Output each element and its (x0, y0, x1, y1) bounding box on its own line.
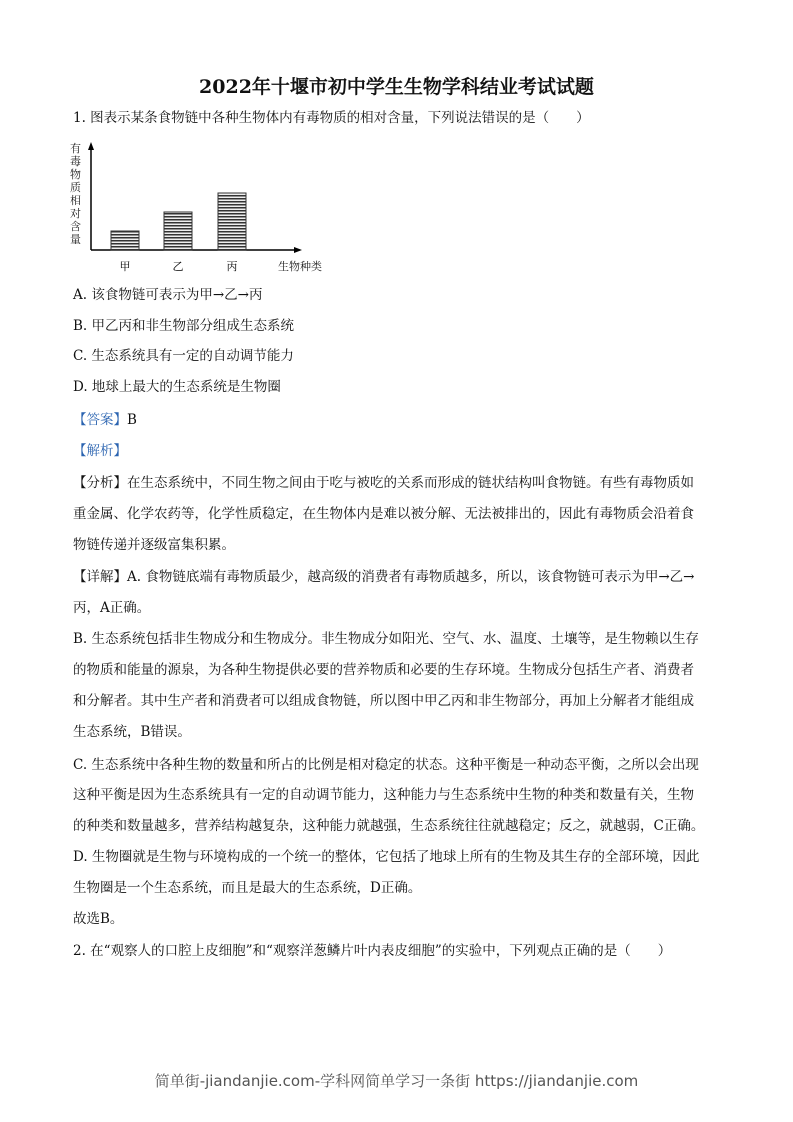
answer-value: B (127, 412, 137, 428)
question-1-stem: 1. 图表示某条食物链中各种生物体内有毒物质的相对含量，下列说法错误的是（ ） (73, 110, 590, 126)
explanation-line: C. 生态系统中各种生物的数量和所占的比例是相对稳定的状态。这种平衡是一种动态平衡，之所以会出现 (73, 757, 699, 773)
answer-row (73, 410, 137, 430)
x-tick-label: 丙 (226, 260, 238, 273)
x-axis-arrow (294, 247, 302, 253)
explanation-line: 生物圈是一个生态系统，而且是最大的生态系统，D正确。 (73, 880, 422, 896)
option-a: A. 该食物链可表示为甲→乙→丙 (73, 287, 263, 303)
explanation-line: 的物质和能量的源泉，为各种生物提供必要的营养物质和必要的生存环境。生物成分包括生产者、消费者 (73, 662, 694, 678)
y-axis-label-char: 有 (70, 142, 81, 155)
analysis-label: 【解析】 (73, 443, 127, 459)
explanation-line: 故选B。 (73, 911, 124, 927)
y-axis-label-char: 物 (70, 168, 81, 181)
x-axis-label: 生物种类 (278, 260, 322, 273)
question-2-stem: 2. 在“观察人的口腔上皮细胞”和“观察洋葱鳞片叶内表皮细胞”的实验中，下列观点正确的是（ ） (73, 943, 672, 959)
bar-丙 (218, 193, 246, 250)
y-axis-arrow (88, 142, 94, 150)
explanation-line: 【分析】在生态系统中，不同生物之间由于吃与被吃的关系而形成的链状结构叫食物链。有些有毒物质如 (73, 475, 694, 491)
explanation-line: 和分解者。其中生产者和消费者可以组成食物链，所以图中甲乙丙和非生物部分，再加上分解者才能组成 (73, 693, 694, 709)
x-tick-label: 乙 (172, 260, 184, 273)
y-axis-label-char: 毒 (70, 155, 81, 168)
answer-label: 【答案】 (73, 412, 127, 428)
y-axis-label-char: 质 (70, 181, 81, 194)
explanation-line: 生态系统，B错误。 (73, 724, 191, 740)
explanation-line: 物链传递并逐级富集积累。 (73, 537, 235, 553)
y-axis-label-char: 对 (70, 207, 81, 220)
explanation-line: B. 生态系统包括非生物成分和生物成分。非生物成分如阳光、空气、水、温度、土壤等，是生物赖以生存 (73, 631, 700, 647)
page-title: 2022年十堰市初中学生生物学科结业考试试题 (199, 76, 594, 98)
bar-乙 (164, 212, 192, 250)
option-d: D. 地球上最大的生态系统是生物圈 (73, 379, 281, 395)
explanation-line: 这种平衡是因为生态系统具有一定的自动调节能力，这种能力与生态系统中生物的种类和数量有关，生物 (73, 787, 694, 803)
explanation-line: 重金属、化学农药等，化学性质稳定，在生物体内是难以被分解、无法被排出的，因此有毒物质会沿着食 (73, 506, 694, 522)
explanation-line: 的种类和数量越多，营养结构越复杂，这种能力就越强，生态系统往往就越稳定；反之，就越弱，C正确。 (73, 818, 705, 834)
explanation-line: 【详解】A. 食物链底端有毒物质最少，越高级的消费者有毒物质越多，所以，该食物链可表示为甲→乙→ (73, 569, 695, 585)
option-c: C. 生态系统具有一定的自动调节能力 (73, 348, 294, 364)
explanation-line: 丙，A正确。 (73, 600, 151, 616)
explanation-line: D. 生物圈就是生物与环境构成的一个统一的整体，它包括了地球上所有的生物及其生存的全部环境，因此 (73, 849, 700, 865)
y-axis-label-char: 量 (70, 233, 81, 246)
x-tick-label: 甲 (119, 260, 131, 273)
bar-甲 (111, 231, 139, 250)
y-axis-label (70, 142, 81, 246)
bar-chart (66, 138, 346, 278)
option-b: B. 甲乙丙和非生物部分组成生态系统 (73, 318, 295, 334)
footer-watermark: 简单街-jiandanjie.com-学科网简单学习一条街 https://jiandanjie.com (154, 1072, 639, 1090)
y-axis-label-char: 含 (70, 220, 81, 233)
y-axis-label-char: 相 (70, 194, 81, 207)
